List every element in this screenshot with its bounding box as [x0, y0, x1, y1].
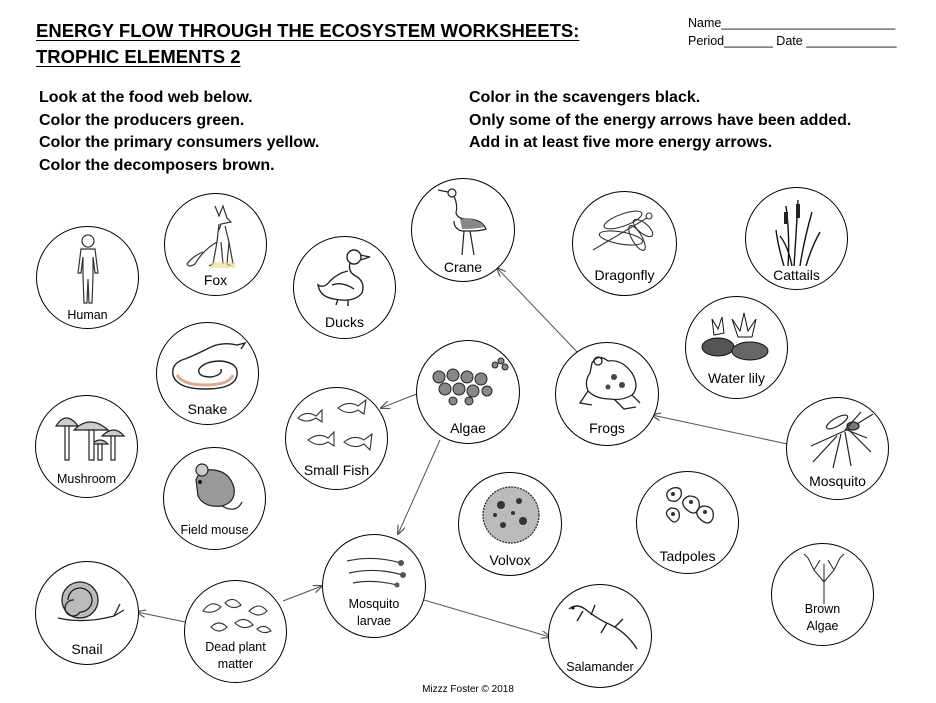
brown-algae-icon	[800, 552, 848, 604]
worksheet-title-line-2: TROPHIC ELEMENTS 2	[36, 46, 241, 67]
algae-icon	[425, 353, 513, 407]
organism-frogs[interactable]	[555, 342, 659, 446]
snail-icon	[54, 576, 126, 630]
worksheet-title-line-1: ENERGY FLOW THROUGH THE ECOSYSTEM WORKSHEETS:	[36, 20, 580, 41]
organism-label-small-fish: Small Fish	[303, 462, 370, 478]
crane-icon	[436, 185, 492, 257]
larvae-icon	[343, 549, 407, 589]
name-label: Name	[688, 16, 722, 30]
fox-icon	[185, 202, 249, 270]
mouse-icon	[186, 458, 246, 518]
water-lily-icon	[698, 307, 776, 365]
instruction-line: Only some of the energy arrows have been added.	[469, 111, 852, 129]
arrow-algae-to-mosquito-larvae	[398, 440, 440, 534]
organism-label-salamander: Salamander	[566, 660, 634, 674]
date-blank[interactable]: _____________	[806, 34, 897, 48]
frog-icon	[574, 351, 644, 413]
organism-human[interactable]	[36, 226, 139, 329]
organism-label-tadpoles: Tadpoles	[659, 548, 716, 564]
organism-label-mosquito-larvae: Mosquito larvae	[348, 597, 400, 628]
organism-label-snail: Snail	[71, 641, 103, 657]
instruction-line: Color in the scavengers black.	[469, 89, 701, 106]
organism-cattails[interactable]	[745, 187, 848, 290]
arrow-algae-to-small-fish	[381, 393, 419, 408]
organism-label-field-mouse: Field mouse	[180, 523, 249, 537]
organism-field-mouse[interactable]	[163, 447, 266, 550]
cattails-icon	[774, 196, 822, 266]
organism-water-lily[interactable]	[685, 296, 788, 399]
organism-snail[interactable]	[35, 561, 139, 665]
organism-algae[interactable]	[416, 340, 520, 444]
organism-label-water-lily: Water lily	[707, 370, 766, 386]
arrow-mosquito-larvae-to-salamander	[424, 600, 550, 637]
organism-label-snake: Snake	[187, 401, 228, 417]
tadpoles-icon	[659, 484, 719, 540]
organism-label-volvox: Volvox	[489, 552, 531, 568]
organism-dragonfly[interactable]	[572, 191, 677, 296]
organism-label-brown-algae: Brown Algae	[804, 602, 841, 633]
name-blank[interactable]: _________________________	[721, 16, 896, 30]
arrow-frogs-to-crane	[497, 268, 580, 355]
organism-label-cattails: Cattails	[773, 267, 820, 283]
organism-label-mosquito: Mosquito	[809, 473, 866, 489]
fish-icon	[294, 396, 380, 460]
period-blank[interactable]: _______	[724, 34, 773, 48]
instruction-line: Look at the food web below.	[39, 89, 253, 106]
organism-crane[interactable]	[411, 178, 515, 282]
organism-fox[interactable]	[164, 193, 267, 296]
arrow-dead-plant-to-snail	[137, 612, 185, 622]
dead-leaves-icon	[197, 593, 275, 637]
date-label: Date	[776, 34, 803, 48]
organism-volvox[interactable]	[458, 472, 562, 576]
salamander-icon	[561, 597, 641, 653]
organism-label-ducks: Ducks	[325, 314, 364, 330]
arrow-mosquito-to-frogs	[652, 415, 792, 445]
period-label: Period	[688, 34, 725, 48]
organism-mosquito-larvae[interactable]	[322, 534, 426, 638]
instruction-line: Color the decomposers brown.	[39, 156, 275, 174]
arrow-dead-plant-to-mosquito-larvae	[283, 586, 322, 601]
organism-salamander[interactable]	[548, 584, 652, 688]
instruction-line: Color the primary consumers yellow.	[39, 134, 320, 151]
organism-snake[interactable]	[156, 322, 259, 425]
organism-label-dragonfly: Dragonfly	[594, 267, 655, 283]
organism-mosquito[interactable]	[786, 397, 889, 500]
organism-label-mushroom: Mushroom	[56, 472, 117, 486]
organism-label-frogs: Frogs	[589, 420, 625, 436]
duck-icon	[314, 245, 378, 307]
mosquito-icon	[801, 406, 877, 472]
organism-dead-plant-matter[interactable]	[184, 580, 287, 683]
dragonfly-icon	[585, 204, 665, 260]
organism-label-crane: Crane	[443, 259, 483, 275]
organism-label-fox: Fox	[203, 272, 228, 288]
organism-label-algae: Algae	[450, 420, 486, 436]
credit-footer: Mizzz Foster © 2018	[422, 684, 514, 695]
organism-tadpoles[interactable]	[636, 471, 739, 574]
instruction-line: Add in at least five more energy arrows.	[469, 134, 773, 151]
organism-small-fish[interactable]	[285, 387, 388, 490]
instruction-line: Color the producers green.	[39, 111, 245, 129]
organism-brown-algae[interactable]	[771, 543, 874, 646]
volvox-icon	[479, 483, 543, 547]
organism-ducks[interactable]	[293, 236, 396, 339]
human-icon	[68, 233, 108, 305]
organism-label-human: Human	[67, 308, 108, 322]
mushroom-icon	[52, 410, 126, 464]
snake-icon	[165, 335, 253, 393]
organism-label-dead-plant-matter: Dead plant matter	[205, 640, 266, 671]
organism-mushroom[interactable]	[35, 395, 138, 498]
